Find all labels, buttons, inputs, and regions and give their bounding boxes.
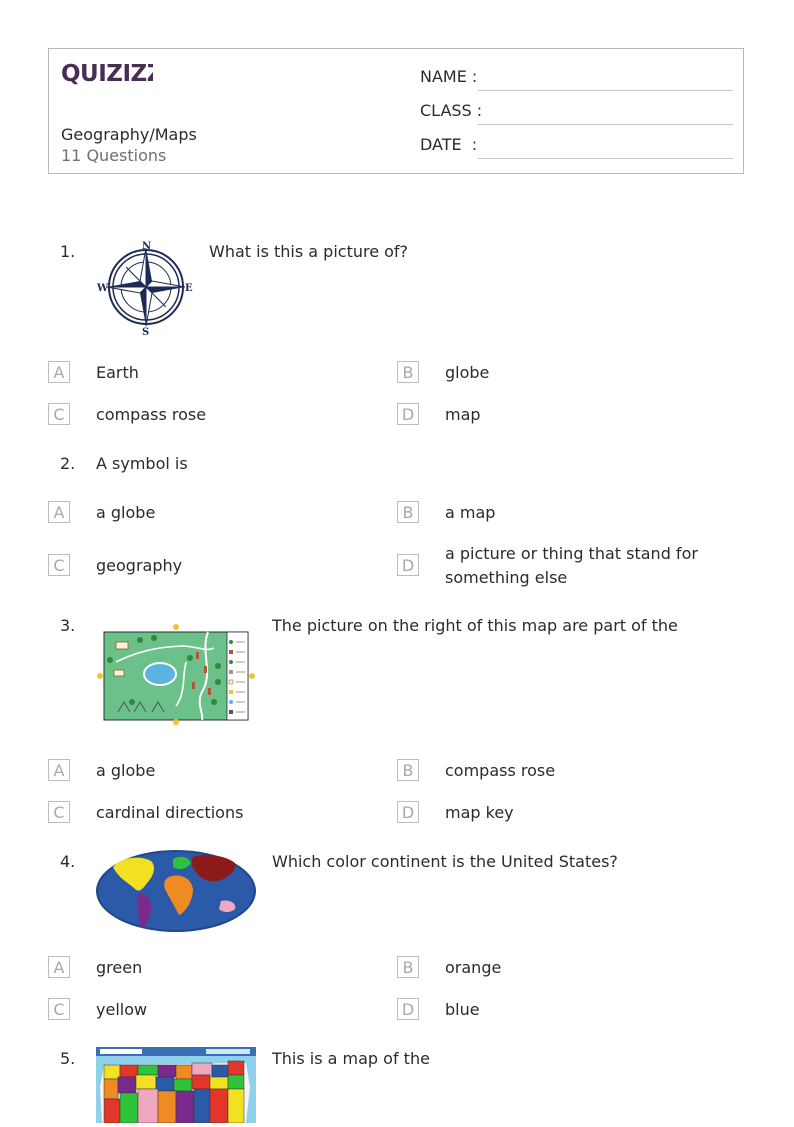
q4-option-c-letter[interactable]: C	[48, 998, 70, 1020]
q2-option-c-letter[interactable]: C	[48, 554, 70, 576]
q2-option-a-text[interactable]: a globe	[96, 503, 156, 522]
logo-text: QUIZIZZ	[61, 61, 153, 87]
question-3-number: 3.	[60, 616, 76, 635]
q3-option-a-letter[interactable]: A	[48, 759, 70, 781]
q1-option-a-letter[interactable]: A	[48, 361, 70, 383]
date-label: DATE :	[420, 135, 478, 154]
q4-option-c-text[interactable]: yellow	[96, 1000, 148, 1019]
question-1-number: 1.	[60, 242, 76, 261]
question-count: 11 Questions	[61, 146, 167, 165]
q1-option-a-text[interactable]: Earth	[96, 363, 139, 382]
q4-option-b-letter[interactable]: B	[397, 956, 419, 978]
world-map-image	[95, 849, 257, 937]
quizizz-logo	[61, 59, 153, 91]
q3-option-b-text[interactable]: compass rose	[445, 761, 556, 780]
class-line[interactable]	[478, 124, 733, 125]
question-5-number: 5.	[60, 1049, 76, 1068]
class-label: CLASS :	[420, 101, 483, 120]
q1-option-d-letter[interactable]: D	[397, 403, 419, 425]
q4-option-a-text[interactable]: green	[96, 958, 143, 977]
compass-s: S	[142, 327, 150, 336]
date-field[interactable]	[420, 135, 733, 159]
q3-option-d-letter[interactable]: D	[397, 801, 419, 823]
park-map-image	[96, 622, 258, 730]
q1-option-c-text[interactable]: compass rose	[96, 405, 207, 424]
q2-option-b-letter[interactable]: B	[397, 501, 419, 523]
question-2-text: A symbol is	[96, 454, 188, 473]
compass-w: W	[97, 283, 109, 294]
q2-option-a-letter[interactable]: A	[48, 501, 70, 523]
question-1-text: What is this a picture of?	[209, 242, 409, 261]
q4-option-b-text[interactable]: orange	[445, 958, 502, 977]
q4-option-d-letter[interactable]: D	[397, 998, 419, 1020]
usa-map-image	[96, 1047, 256, 1127]
compass-n: N	[142, 241, 152, 252]
name-field[interactable]	[420, 67, 733, 91]
worksheet-title: Geography/Maps	[61, 125, 197, 144]
q2-option-d-letter[interactable]: D	[397, 554, 419, 576]
question-4-number: 4.	[60, 852, 76, 871]
q3-option-a-text[interactable]: a globe	[96, 761, 156, 780]
q2-option-d-text[interactable]: a picture or thing that stand for something else	[445, 544, 698, 587]
name-line[interactable]	[478, 90, 733, 91]
q1-option-b-letter[interactable]: B	[397, 361, 419, 383]
name-label: NAME :	[420, 67, 478, 86]
q3-option-c-text[interactable]: cardinal directions	[96, 803, 244, 822]
worksheet-header	[48, 48, 744, 174]
question-3-text: The picture on the right of this map are part of the	[272, 616, 678, 635]
q1-option-d-text[interactable]: map	[445, 405, 481, 424]
q4-option-a-letter[interactable]: A	[48, 956, 70, 978]
q3-option-c-letter[interactable]: C	[48, 801, 70, 823]
q1-option-c-letter[interactable]: C	[48, 403, 70, 425]
q1-option-b-text[interactable]: globe	[445, 363, 490, 382]
question-2-number: 2.	[60, 454, 76, 473]
question-4-text: Which color continent is the United States?	[272, 852, 618, 871]
q4-option-d-text[interactable]: blue	[445, 1000, 480, 1019]
question-5-text: This is a map of the	[272, 1049, 430, 1068]
compass-e: E	[185, 283, 193, 294]
q2-option-b-text[interactable]: a map	[445, 503, 496, 522]
class-field[interactable]	[420, 101, 733, 125]
q2-option-c-text[interactable]: geography	[96, 556, 183, 575]
date-line[interactable]	[478, 158, 733, 159]
compass-rose-image	[96, 240, 194, 340]
q3-option-b-letter[interactable]: B	[397, 759, 419, 781]
q3-option-d-text[interactable]: map key	[445, 803, 514, 822]
